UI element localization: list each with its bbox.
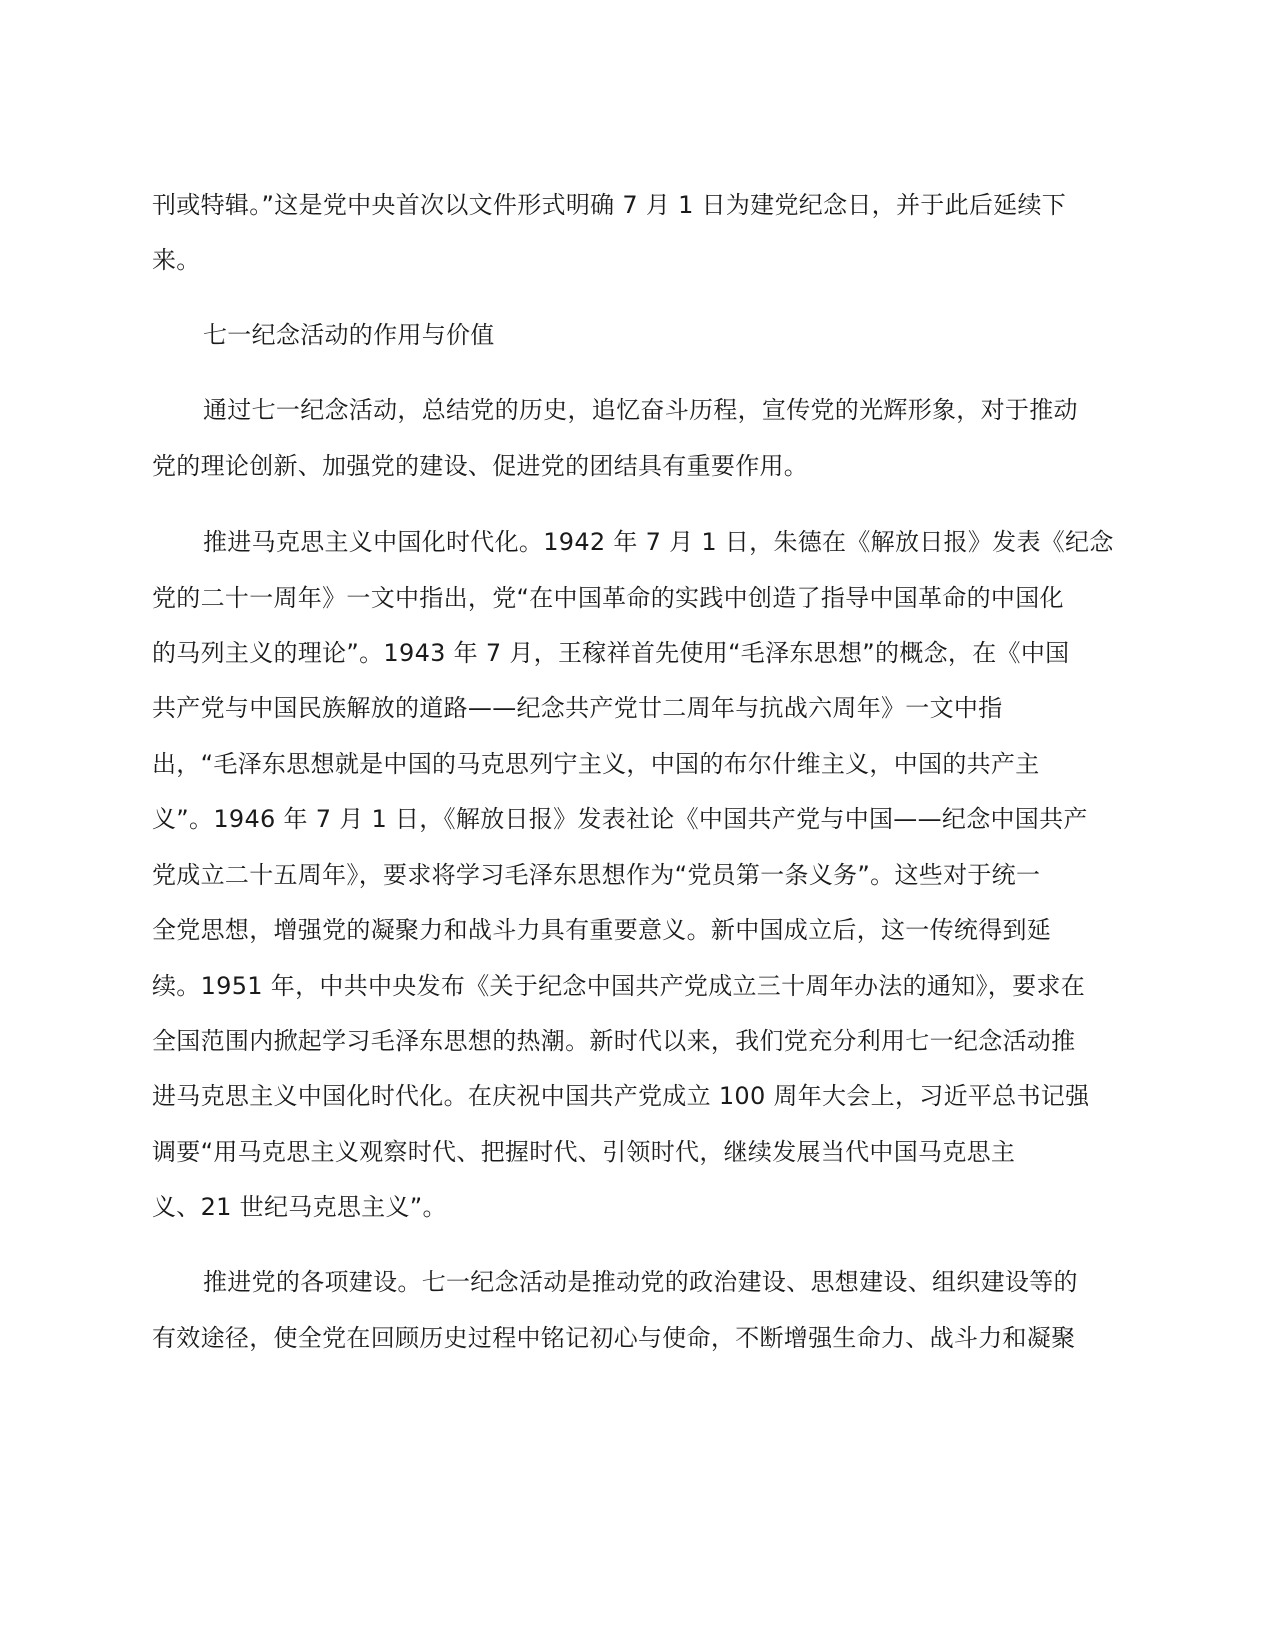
text-line: 党的二十一周年》一文中指出，党“在中国革命的实践中创造了指导中国革命的中国化: [152, 584, 1064, 612]
text-line: 推进党的各项建设。七一纪念活动是推动党的政治建设、思想建设、组织建设等的: [203, 1268, 1078, 1296]
text-line: 义”。1946 年 7 月 1 日，《解放日报》发表社论《中国共产党与中国——纪念中国共产: [152, 805, 1088, 833]
text-line: 出，“毛泽东思想就是中国的马克思列宁主义，中国的布尔什维主义，中国的共产主: [152, 750, 1040, 778]
text-line: 党成立二十五周年》，要求将学习毛泽东思想作为“党员第一条义务”。这些对于统一: [152, 861, 1041, 889]
text-line: 来。: [152, 246, 201, 274]
text-line: 调要“用马克思主义观察时代、把握时代、引领时代，继续发展当代中国马克思主: [152, 1138, 1016, 1166]
text-line: 进马克思主义中国化时代化。在庆祝中国共产党成立 100 周年大会上，习近平总书记强: [152, 1082, 1090, 1110]
text-line: 全国范围内掀起学习毛泽东思想的热潮。新时代以来，我们党充分利用七一纪念活动推: [152, 1027, 1076, 1055]
text-line: 通过七一纪念活动，总结党的历史，追忆奋斗历程，宣传党的光辉形象，对于推动: [203, 396, 1078, 424]
text-line: 共产党与中国民族解放的道路——纪念共产党廿二周年与抗战六周年》一文中指: [152, 694, 1003, 722]
text-line: 义、21 世纪马克思主义”。: [152, 1193, 447, 1221]
text-line: 全党思想，增强党的凝聚力和战斗力具有重要意义。新中国成立后，这一传统得到延: [152, 916, 1052, 944]
section-heading: 七一纪念活动的作用与价值: [203, 321, 495, 349]
text-line: 续。1951 年，中共中央发布《关于纪念中国共产党成立三十周年办法的通知》，要求在: [152, 972, 1086, 1000]
text-line: 推进马克思主义中国化时代化。1942 年 7 月 1 日，朱德在《解放日报》发表《纪念: [203, 528, 1114, 556]
text-line: 的马列主义的理论”。1943 年 7 月，王稼祥首先使用“毛泽东思想”的概念，在《中国: [152, 639, 1070, 667]
text-line: 刊或特辑。”这是党中央首次以文件形式明确 7 月 1 日为建党纪念日，并于此后延续下: [152, 191, 1067, 219]
text-line: 有效途径，使全党在回顾历史过程中铭记初心与使命，不断增强生命力、战斗力和凝聚: [152, 1324, 1076, 1352]
text-line: 党的理论创新、加强党的建设、促进党的团结具有重要作用。: [152, 452, 809, 480]
